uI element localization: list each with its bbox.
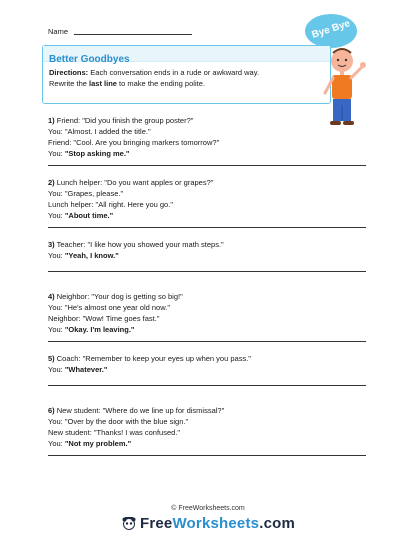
character-shirt [332, 75, 352, 99]
footer [0, 505, 416, 532]
problem-6: 6) New student: "Where do we line up for dismissal?" You: "Over by the door with the blue sign." New student: "Thanks! I was confused." You: "Not my problem." [48, 405, 368, 467]
answer-line[interactable] [48, 227, 366, 228]
rude-line: "Not my problem." [64, 439, 132, 448]
name-label: Name [48, 27, 69, 36]
speech-bubble [305, 14, 357, 48]
character-neck [340, 71, 344, 75]
problem-number: 5) [48, 354, 55, 363]
answer-line[interactable] [48, 385, 366, 386]
problem-number: 2) [48, 178, 55, 187]
problem-2: 2) Lunch helper: "Do you want apples or grapes?" You: "Grapes, please." Lunch helper: "All right. Here you go." You: "About time." [48, 177, 368, 239]
problem-number: 4) [48, 292, 55, 301]
character-arm-right [351, 67, 362, 78]
footer-brand: FreeWorksheets.com [0, 515, 416, 532]
bubble-text: Bye Bye [310, 18, 352, 41]
rude-line: "Whatever." [64, 365, 108, 374]
problem-number: 1) [48, 116, 55, 125]
rude-line: "Yeah, I know." [64, 251, 119, 260]
problem-4: 4) Neighbor: "Your dog is getting so big!" You: "He's almost one year old now." Neighbor: "Wow! Time goes fast." You: "Okay. I'm leaving." [48, 291, 368, 353]
directions-text-2b: to make the ending polite. [116, 79, 205, 88]
answer-line[interactable] [48, 455, 366, 456]
directions-text-2a: Rewrite the [49, 79, 90, 88]
directions-text-1: Each conversation ends in a rude or awkward way. [88, 68, 259, 77]
problem-3: 3) Teacher: "I like how you showed your math steps." You: "Yeah, I know." [48, 239, 368, 291]
character-head [331, 50, 353, 72]
rude-line: "Stop asking me." [64, 149, 130, 158]
panel-header [43, 46, 330, 65]
problem-number: 6) [48, 406, 55, 415]
problems-list [48, 115, 368, 467]
panda-logo-icon [121, 516, 137, 530]
directions-body [43, 62, 330, 89]
name-row [48, 27, 192, 36]
worksheet-title: Better Goodbyes [49, 54, 130, 65]
answer-line[interactable] [48, 341, 366, 342]
problem-1: 1) Friend: "Did you finish the group poster?" You: "Almost. I added the title." Friend: "Cool. Are you bringing markers tomorrow?" You: "Stop asking me." [48, 115, 368, 177]
answer-line[interactable] [48, 165, 366, 166]
problem-number: 3) [48, 240, 55, 249]
footer-url[interactable]: © FreeWorksheets.com [171, 505, 245, 512]
directions-panel [42, 45, 331, 104]
character-eye-right [345, 59, 347, 61]
answer-line[interactable] [48, 271, 366, 272]
directions-label: Directions: [49, 68, 89, 77]
rude-line: "Okay. I'm leaving." [64, 325, 135, 334]
character-arm-left [325, 78, 333, 93]
name-line[interactable] [74, 34, 192, 35]
directions-emph: last line [89, 79, 117, 88]
rude-line: "About time." [64, 211, 114, 220]
character-hand-right [360, 62, 366, 68]
character-eye-left [337, 59, 339, 61]
problem-5: 5) Coach: "Remember to keep your eyes up when you pass." You: "Whatever." [48, 353, 368, 405]
